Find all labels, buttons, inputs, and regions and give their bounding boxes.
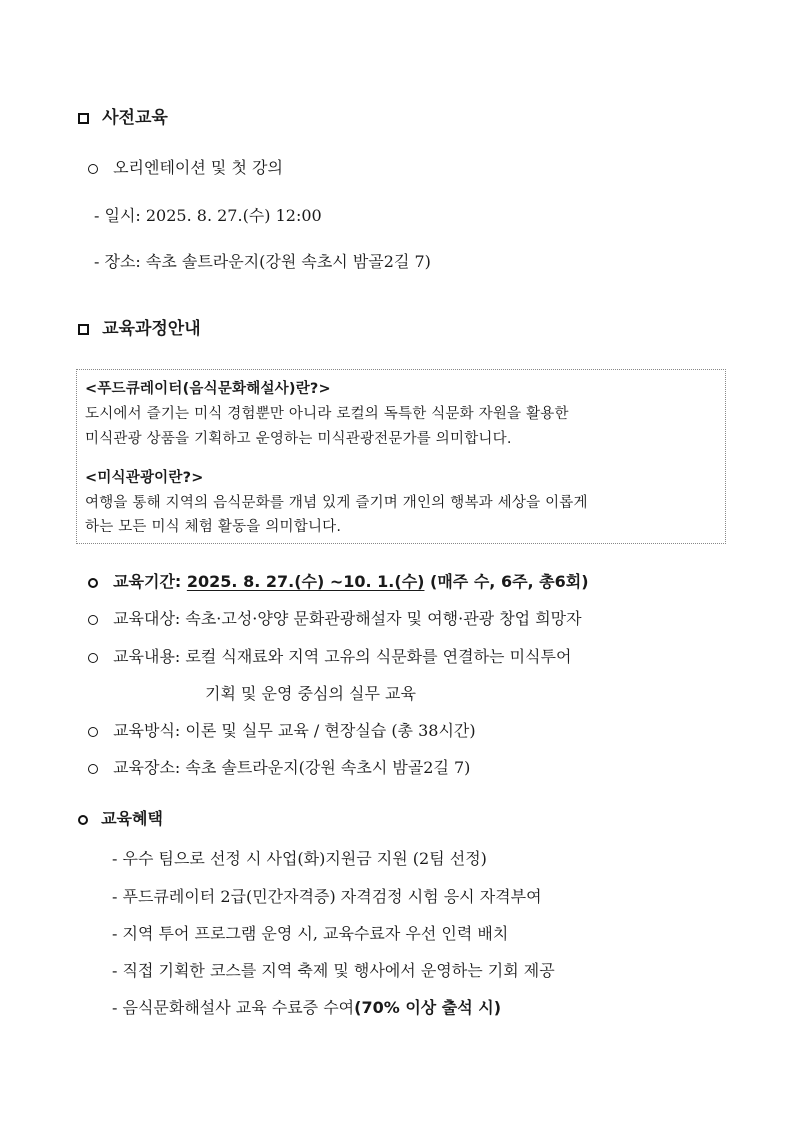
circle-bullet-icon bbox=[88, 615, 98, 625]
benefit-item-5-text: - 음식문화해설사 교육 수료증 수여 bbox=[112, 998, 355, 1017]
orientation-item bbox=[88, 155, 283, 178]
food-curator-desc-1: 도시에서 즐기는 미식 경험뿐만 아니라 로컬의 독특한 식문화 자원을 활용한 bbox=[85, 406, 569, 422]
circle-bullet-icon bbox=[88, 164, 98, 174]
period-label: 교육기간: bbox=[113, 572, 187, 591]
content-text-2: 기획 및 운영 중심의 실무 교육 bbox=[205, 684, 416, 703]
pre-education-section bbox=[78, 103, 168, 128]
benefit-item-1: - 우수 팀으로 선정 시 사업(화)지원금 지원 (2팀 선정) bbox=[112, 849, 487, 868]
circle-bullet-icon bbox=[88, 764, 98, 774]
education-target bbox=[88, 606, 582, 629]
period-extra: (매주 수, 6주, 총6회) bbox=[424, 572, 589, 591]
course-guide-section bbox=[78, 314, 201, 339]
method-text: 교육방식: 이론 및 실무 교육 / 현장실습 (총 38시간) bbox=[113, 721, 476, 740]
circle-bullet-icon bbox=[88, 578, 98, 588]
pre-education-place: - 장소: 속초 솔트라운지(강원 속초시 밤골2길 7) bbox=[94, 252, 431, 271]
gastronomy-tour-question: <미식관광이란?> bbox=[85, 470, 204, 486]
gastronomy-tour-desc-2: 하는 모든 미식 체험 활동을 의미합니다. bbox=[85, 519, 342, 535]
circle-bullet-icon bbox=[88, 653, 98, 663]
education-method bbox=[88, 718, 476, 741]
benefit-item-5 bbox=[112, 995, 501, 1018]
benefit-item-2: - 푸드큐레이터 2급(민간자격증) 자격검정 시험 응시 자격부여 bbox=[112, 887, 542, 906]
gastronomy-tour-desc-1: 여행을 통해 지역의 음식문화를 개념 있게 즐기며 개인의 행복과 세상을 이롭게 bbox=[85, 495, 588, 511]
education-content bbox=[88, 644, 571, 667]
content-text-1: 교육내용: 로컬 식재료와 지역 고유의 식문화를 연결하는 미식투어 bbox=[113, 647, 572, 666]
orientation-label: 오리엔테이션 및 첫 강의 bbox=[113, 158, 283, 177]
square-bullet-icon bbox=[78, 324, 89, 335]
benefit-item-5-bold: (70% 이상 출석 시) bbox=[354, 998, 502, 1017]
period-value: 2025. 8. 27.(수) ~10. 1.(수) bbox=[186, 572, 425, 591]
square-bullet-icon bbox=[78, 113, 89, 124]
benefits-heading: 교육혜택 bbox=[101, 809, 163, 828]
food-curator-desc-2: 미식관광 상품을 기획하고 운영하는 미식관광전문가를 의미합니다. bbox=[85, 431, 512, 447]
circle-bullet-icon bbox=[78, 815, 88, 825]
place-text: 교육장소: 속초 솔트라운지(강원 속초시 밤골2길 7) bbox=[113, 758, 471, 777]
education-place bbox=[88, 755, 470, 778]
course-guide-heading: 교육과정안내 bbox=[102, 319, 201, 339]
food-curator-question: <푸드큐레이터(음식문화해설사)란?> bbox=[85, 381, 331, 397]
education-period bbox=[88, 569, 589, 592]
target-text: 교육대상: 속초·고성·양양 문화관광해설자 및 여행·관광 창업 희망자 bbox=[113, 609, 582, 628]
pre-education-heading: 사전교육 bbox=[102, 108, 168, 128]
pre-education-date: - 일시: 2025. 8. 27.(수) 12:00 bbox=[94, 206, 322, 225]
benefits-section bbox=[78, 806, 163, 829]
benefit-item-3: - 지역 투어 프로그램 운영 시, 교육수료자 우선 인력 배치 bbox=[112, 924, 509, 943]
benefit-item-4: - 직접 기획한 코스를 지역 축제 및 행사에서 운영하는 기회 제공 bbox=[112, 961, 555, 980]
circle-bullet-icon bbox=[88, 727, 98, 737]
